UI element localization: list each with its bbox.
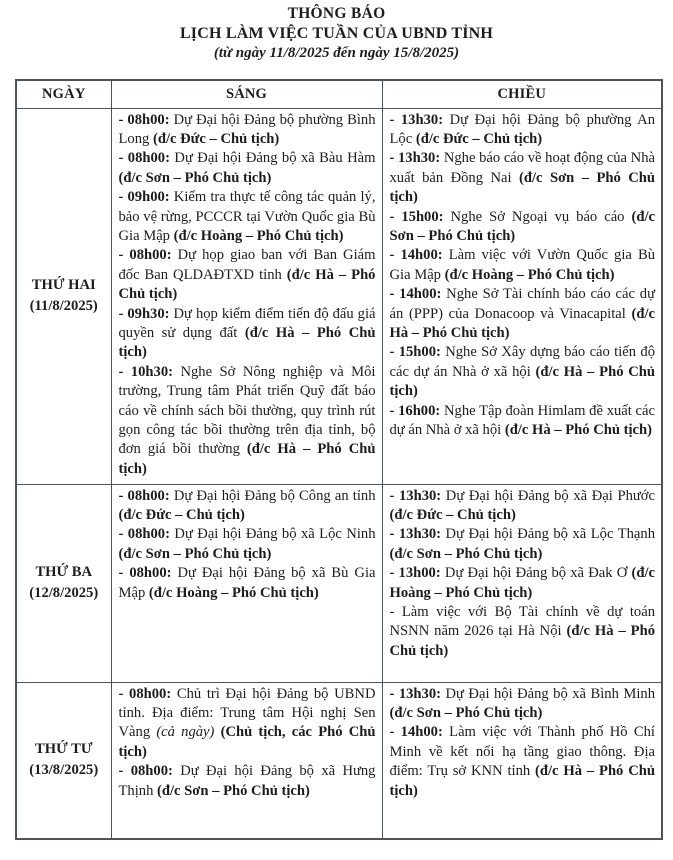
day-cell [16,682,111,839]
bold-text: - 13h30: [389,526,442,543]
column-header-afternoon: CHIỀU [382,80,662,108]
schedule-item-afternoon [390,685,656,724]
plain-text: Làm việc với Vườn Quốc gia Bù Gia Mập [389,247,655,283]
bold-text: (đ/c Sơn – Phó Chủ tịch) [389,169,656,206]
plain-text: Dự Đại hội Đảng bộ phường An Lộc [389,111,655,147]
plain-text: Chủ trì Đại hội Đảng bộ UBND tỉnh. Địa điểm: Trung tâm Hội nghị Sen Vàng [118,685,376,741]
bold-text: (đ/c Hoàng – Phó Chủ tịch) [389,565,655,601]
bold-text: (đ/c Đức – Chủ tịch) [118,506,245,523]
plain-text: Nghe Sở Tài chính báo cáo các dự án (PPP) của Donacoop và Vinacapital [389,286,655,322]
bold-text: (đ/c Hà – Phó Chủ tịch) [118,324,376,361]
bold-text: (đ/c Hoàng – Phó Chủ tịch) [148,584,319,601]
bold-text: - 13h30: [389,487,442,504]
bold-text: - 08h00: [118,526,170,543]
day-name: THỨ TƯ [35,741,93,758]
plain-text: Nghe Sở Nông nghiệp và Môi trường, Trung tâm Phát triển Quỹ đất báo cáo về chính sách bồi thường, quy trình rút gọn công tác bồi thường trên địa tỉnh, bộ đơn giá bồi thường [118,363,376,458]
bold-text: - 08h00: [118,685,172,702]
bold-text: - 08h00: [118,565,172,582]
plain-text: Dự Đại hội Đảng bộ xã Hưng Thịnh [118,763,376,799]
plain-text: Dự Đại hội Đảng bộ xã Lộc Ninh [169,526,376,543]
doc-subtitle: (từ ngày 11/8/2025 đến ngày 15/8/2025) [213,45,460,61]
plain-text: Nghe Sở Ngoại vụ báo cáo [443,208,632,225]
bold-text: - 08h00: [118,150,170,167]
plain-text: Dự Đại hội Đảng bộ xã Bù Gia Mập [118,565,376,601]
schedule-item-morning [119,487,376,526]
bold-text: - 13h30: [389,111,444,128]
document-header [0,0,673,62]
bold-text: (đ/c Hà – Phó Chủ tịch) [118,441,376,477]
schedule-item-morning [119,149,376,188]
bold-text: (đ/c Đức – Chủ tịch) [152,130,280,147]
schedule-item-afternoon [390,246,656,285]
bold-text: - 08h00: [118,247,172,264]
morning-cell [111,108,382,484]
bold-text: (đ/c Hà – Phó Chủ tịch) [118,266,376,303]
plain-text: Dự Đại hội Đảng bộ xã Đak Ơ [440,565,632,582]
table-row [16,108,662,484]
afternoon-cell [382,682,662,839]
column-header-day: NGÀY [16,80,111,108]
bold-text: - 13h30: [389,150,441,167]
plain-text: Dự họp giao ban với Ban Giám đốc Ban QLDAĐTXD tỉnh [118,247,376,283]
bold-text: - 13h00: [389,565,441,582]
plain-text: Kiểm tra thực tế công tác quản lý, bảo vệ rừng, PCCCR tại Vườn Quốc gia Bù Gia Mập [118,189,376,244]
plain-text: Dự Đại hội Đảng bộ Công an tỉnh [169,487,376,504]
afternoon-cell [382,108,662,484]
bold-text: - 15h00: [389,208,444,225]
plain-text: Dự Đại hội Đảng bộ xã Bình Minh [441,685,655,702]
plain-text: Dự Đại hội Đảng bộ xã Đại Phước [441,487,655,504]
schedule-item-afternoon [390,285,656,343]
bold-text: (đ/c Sơn – Phó Chủ tịch) [157,782,310,799]
bold-text: - 14h00: [389,247,443,264]
schedule-item-afternoon [390,487,656,526]
schedule-item-morning [119,246,376,304]
schedule-item-morning [119,363,376,479]
morning-cell [111,484,382,682]
day-cell [16,108,111,484]
schedule-table [15,79,663,840]
bold-text: (đ/c Hà – Phó Chủ tịch) [389,623,655,659]
bold-text: - 08h00: [118,487,170,504]
bold-text: - 08h00: [118,763,173,780]
schedule-item-morning [119,111,376,150]
bold-text: - 13h30: [389,685,442,702]
plain-text: - Làm việc với Bộ Tài chính về dự toán NSNN năm 2026 tại Hà Nội [389,603,655,640]
bold-text: (đ/c Hà – Phó Chủ tịch) [389,363,656,400]
plain-text: Dự Đại hội Đảng bộ phường Bình Long [118,111,376,147]
schedule-item-morning [119,685,376,763]
schedule-item-morning [119,564,376,603]
schedule-item-morning [119,762,376,801]
bold-text: (đ/c Hà – Phó Chủ tịch) [504,422,652,438]
bold-text: - 15h00: [389,344,441,361]
column-header-morning: SÁNG [111,80,382,108]
bold-text: (đ/c Sơn – Phó Chủ tịch) [389,208,655,244]
bold-text: (Chủ tịch, các Phó Chủ tịch) [118,724,376,760]
bold-text: (đ/c Sơn – Phó Chủ tịch) [389,545,543,562]
table-row [16,682,662,839]
bold-text: - 09h30: [118,305,170,322]
morning-cell [111,682,382,839]
schedule-item-afternoon [390,402,656,441]
bold-text: (đ/c Hà – Phó Chủ tịch) [389,763,655,799]
plain-text: Dự Đại hội Đảng bộ xã Bàu Hàm [169,150,376,167]
bold-text: (đ/c Hoàng – Phó Chủ tịch) [173,227,344,244]
bold-text: - 16h00: [389,402,441,419]
day-name: THỨ HAI [31,277,96,293]
plain-text: Nghe Sở Xây dựng báo cáo tiến độ các dự án Nhà ở xã hội [389,344,655,380]
schedule-item-afternoon [390,525,656,564]
schedule-item-morning [119,525,376,564]
schedule-body [16,108,662,839]
schedule-item-afternoon [390,603,656,661]
plain-text: Nghe báo cáo về hoạt động của Nhà xuất bản Đồng Nai [389,150,655,186]
header-row [16,80,662,108]
plain-text: Nghe Tập đoàn Himlam đề xuất các dự án Nhà ở xã hội [389,402,655,438]
schedule-item-afternoon [390,564,656,603]
schedule-item-afternoon [390,149,656,207]
afternoon-cell [382,484,662,682]
bold-text: (đ/c Đức – Chủ tịch) [415,130,543,147]
schedule-item-afternoon [390,723,656,801]
schedule-item-morning [119,305,376,363]
plain-text: Dự họp kiểm điểm tiến độ đấu giá quyền sử dụng đất [118,305,376,341]
bold-text: (đ/c Hoàng – Phó Chủ tịch) [444,266,615,283]
day-date: (13/8/2025) [29,762,99,779]
day-date: (12/8/2025) [29,585,99,601]
schedule-item-afternoon [390,208,656,247]
schedule-item-afternoon [390,343,656,401]
bold-text: - 10h30: [118,363,173,380]
bold-text: - 14h00: [389,286,442,303]
bold-text: - 09h00: [118,189,170,206]
plain-text: Làm việc với Thành phố Hồ Chí Minh về kết nối hạ tầng giao thông. Địa điểm: Trụ sở KNN tỉnh [389,724,655,780]
doc-title-line2: LỊCH LÀM VIỆC TUẦN CỦA UBND TỈNH [179,25,494,42]
schedule-item-morning [119,188,376,246]
bold-text: (đ/c Hà – Phó Chủ tịch) [389,305,655,341]
day-date: (11/8/2025) [29,298,98,314]
bold-text: (đ/c Sơn – Phó Chủ tịch) [118,169,272,186]
bold-text: (đ/c Đức – Chủ tịch) [389,506,516,523]
day-name: THỨ BA [35,564,93,580]
day-cell [16,484,111,682]
schedule-item-afternoon [390,111,656,150]
table-row [16,484,662,682]
doc-title-line1: THÔNG BÁO [287,5,386,22]
bold-text: - 08h00: [118,111,170,128]
bold-text: - 14h00: [389,724,443,741]
bold-text: (đ/c Sơn – Phó Chủ tịch) [389,704,543,721]
italic-text: (cả ngày) [156,724,215,741]
plain-text: Dự Đại hội Đảng bộ xã Lộc Thạnh [441,526,655,543]
bold-text: (đ/c Sơn – Phó Chủ tịch) [118,545,272,562]
